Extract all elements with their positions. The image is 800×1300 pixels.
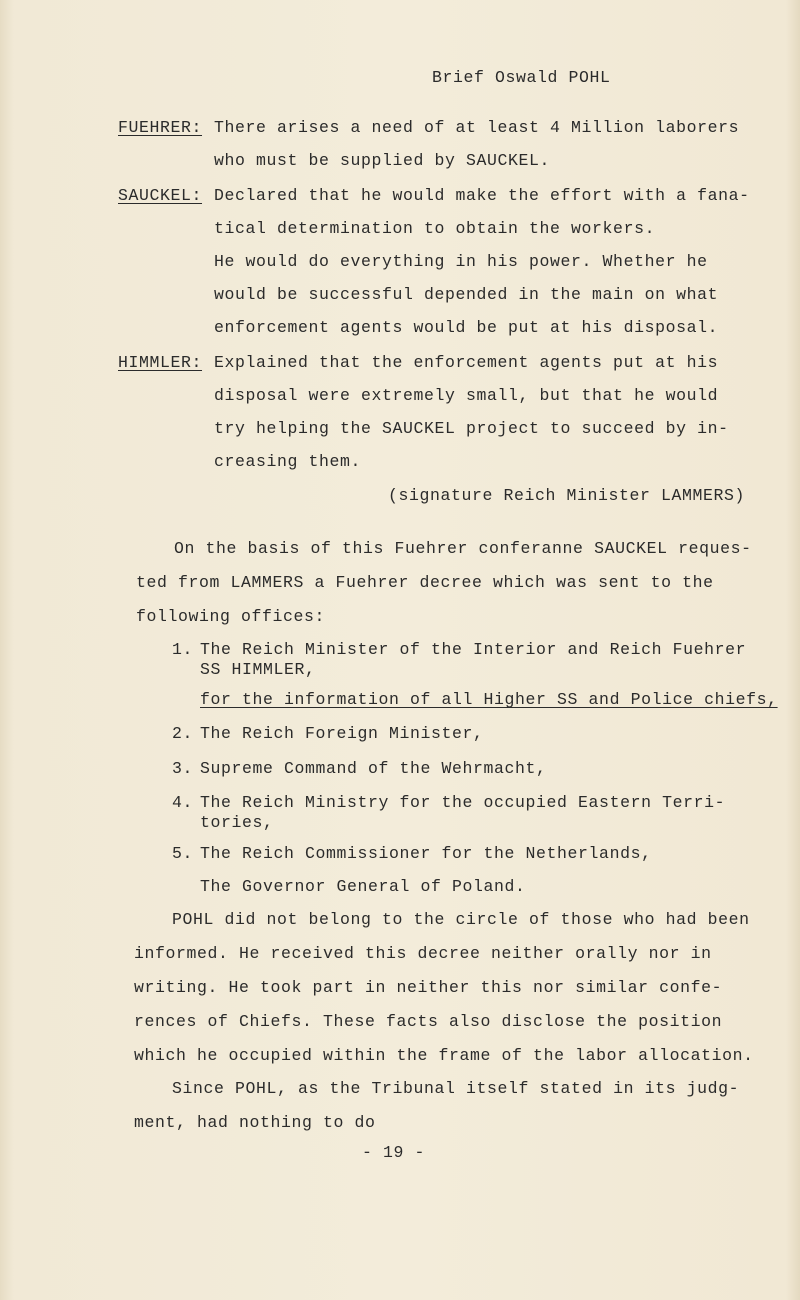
paragraph-line: informed. He received this decree neither orally nor in [134,944,712,963]
dialogue-line: creasing them. [214,452,362,471]
speaker-label: SAUCKEL: [118,186,203,205]
list-item-line: The Reich Commissioner for the Netherlands, [200,844,652,863]
list-item-line: The Reich Ministry for the occupied Eastern Terri- [200,793,726,812]
dialogue-line: He would do everything in his power. Whether he [214,252,708,271]
list-number: 3. [172,759,194,778]
paragraph-line: rences of Chiefs. These facts also disclose the position [134,1012,723,1031]
paragraph-line: which he occupied within the frame of the labor allocation. [134,1046,754,1065]
page-number: - 19 - [362,1143,426,1162]
dialogue-line: Explained that the enforcement agents put at his [214,353,719,372]
list-number: 1. [172,640,194,659]
dialogue-line: There arises a need of at least 4 Million laborers [214,118,740,137]
paragraph-line: Since POHL, as the Tribunal itself stated in its judg- [172,1079,740,1098]
page-header: Brief Oswald POHL [432,68,611,87]
paragraph-line: writing. He took part in neither this nor similar confe- [134,978,723,997]
list-item-line: The Reich Foreign Minister, [200,724,484,743]
paragraph-line: following offices: [136,607,326,626]
signature: (signature Reich Minister LAMMERS) [388,486,746,505]
list-number: 5. [172,844,194,863]
list-item-line: tories, [200,813,274,832]
dialogue-line: Declared that he would make the effort with a fana- [214,186,750,205]
dialogue-line: try helping the SAUCKEL project to succeed by in- [214,419,729,438]
dialogue-line: tical determination to obtain the workers. [214,219,656,238]
dialogue-line: would be successful depended in the main on what [214,285,719,304]
speaker-label: HIMMLER: [118,353,203,372]
paragraph-line: POHL did not belong to the circle of those who had been [172,910,750,929]
list-item-line: The Reich Minister of the Interior and Reich Fuehrer [200,640,747,659]
paragraph-line: ment, had nothing to do [134,1113,376,1132]
list-number: 4. [172,793,194,812]
paragraph-line: On the basis of this Fuehrer conferanne SAUCKEL reques- [174,539,752,558]
dialogue-line: enforcement agents would be put at his disposal. [214,318,719,337]
list-item-line: SS HIMMLER, [200,660,316,679]
list-number: 2. [172,724,194,743]
dialogue-line: disposal were extremely small, but that he would [214,386,719,405]
dialogue-line: who must be supplied by SAUCKEL. [214,151,551,170]
list-item-line: The Governor General of Poland. [200,877,526,896]
speaker-label: FUEHRER: [118,118,203,137]
paragraph-line: ted from LAMMERS a Fuehrer decree which was sent to the [136,573,714,592]
list-item-note: for the information of all Higher SS and Police chiefs, [200,690,778,709]
list-item-line: Supreme Command of the Wehrmacht, [200,759,547,778]
